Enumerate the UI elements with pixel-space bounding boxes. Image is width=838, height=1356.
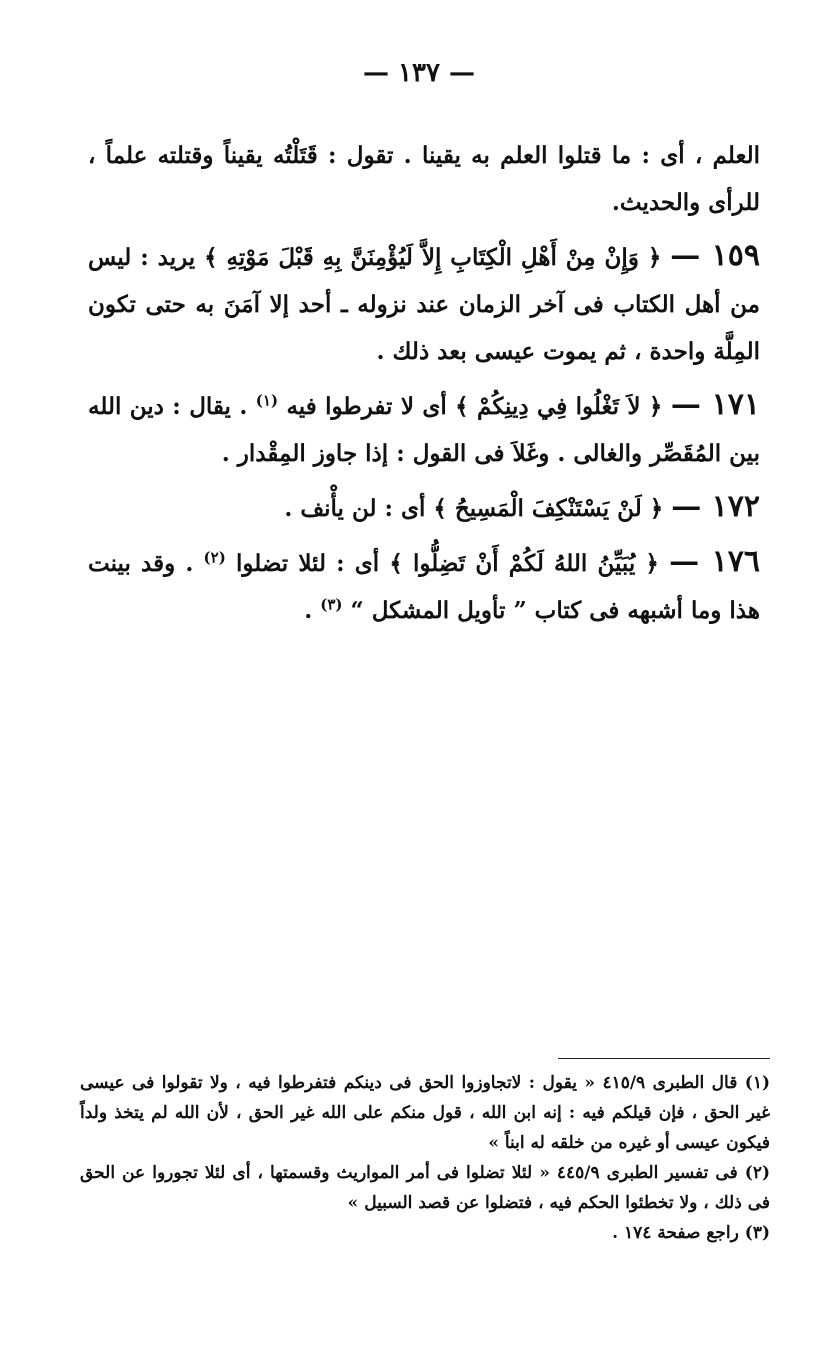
paragraph-verse-172 (88, 483, 760, 532)
footnote-3: (٣) راجع صفحة ١٧٤ . (612, 1223, 770, 1243)
verse-number-172: ١٧٢ — (671, 489, 760, 524)
footnotes (80, 1068, 770, 1248)
verse-171-text-a: ﴿ لاَ تَغْلُوا فِي دِينِكُمْ ﴾ أى لا تفرطوا فيه (278, 393, 671, 420)
page-number-header: — ١٣٧ — (362, 58, 476, 88)
footnote-1: (١) قال الطبرى ٤١٥/٩ « يقول : لاتجاوزوا الحق فى دينكم فتفرطوا فيه ، ولا تقولوا فى عيسى غير الحق ، فإن قيلكم فيه : إنه ابن الله ، قول منكم على الله غير الحق ، لأن الله لم يتخذ ولداً فيكون عيسى أو غيره من خلقه له ابناً » (80, 1073, 770, 1153)
footnote-2: (٢) فى تفسير الطبرى ٤٤٥/٩ « لئلا تضلوا فى أمر المواريث وقسمتها ، أى لئلا تجوروا عن الحق فى ذلك ، ولا تخطئوا الحكم فيه ، فتضلوا عن قصد السبيل » (80, 1163, 770, 1213)
verse-176-text-a: ﴿ يُبَيِّنُ اللهُ لَكُمْ أَنْ تَضِلُّوا ﴾ أى : لئلا تضلوا (225, 550, 670, 577)
verse-number-171: ١٧١ — (670, 387, 760, 422)
verse-176-text-c: . (304, 597, 321, 624)
verse-159-text: ﴿ وَإِنْ مِنْ أَهْلِ الْكِتَابِ إِلاَّ لَيُؤْمِنَنَّ بِهِ قَبْلَ مَوْتِهِ ﴾ يريد : ليس من أهل الكتاب فى آخر الزمان عند نزوله ـ أحد إلا آمَنَ به حتى تكون المِلَّة واحدة ، ثم يموت عيسى بعد ذلك . (88, 244, 760, 365)
paragraph-verse-159 (88, 232, 760, 375)
verse-176-text-b: . وقد بينت هذا وما أشبهه فى كتاب ” تأويل المشكل “ (88, 550, 760, 624)
verse-number-159: ١٥٩ — (670, 238, 760, 273)
verse-171-text-b: . يقال : دين الله بين المُقَصِّر والغالى . وغَلاَ فى القول : إذا جاوز المِقْدار . (88, 393, 760, 467)
main-text (88, 132, 760, 640)
verse-number-176: ١٧٦ — (669, 544, 760, 579)
paragraph-intro (88, 132, 760, 226)
footnote-divider (558, 1058, 770, 1059)
footnote-ref-1: (١) (255, 391, 279, 410)
paragraph-verse-171 (88, 381, 760, 477)
footnote-ref-2: (٢) (203, 548, 226, 567)
verse-172-text: ﴿ لَنْ يَسْتَنْكِفَ الْمَسِيحُ ﴾ أى : لن يأْنف . (284, 495, 672, 522)
paragraph-verse-176 (88, 538, 760, 634)
intro-text: العلم ، أى : ما قتلوا العلم به يقينا . تقول : قَتَلْتُه يقيناً وقتلته علماً ، للرأى والحديث. (88, 142, 760, 216)
footnote-ref-3: (٣) (320, 595, 343, 614)
